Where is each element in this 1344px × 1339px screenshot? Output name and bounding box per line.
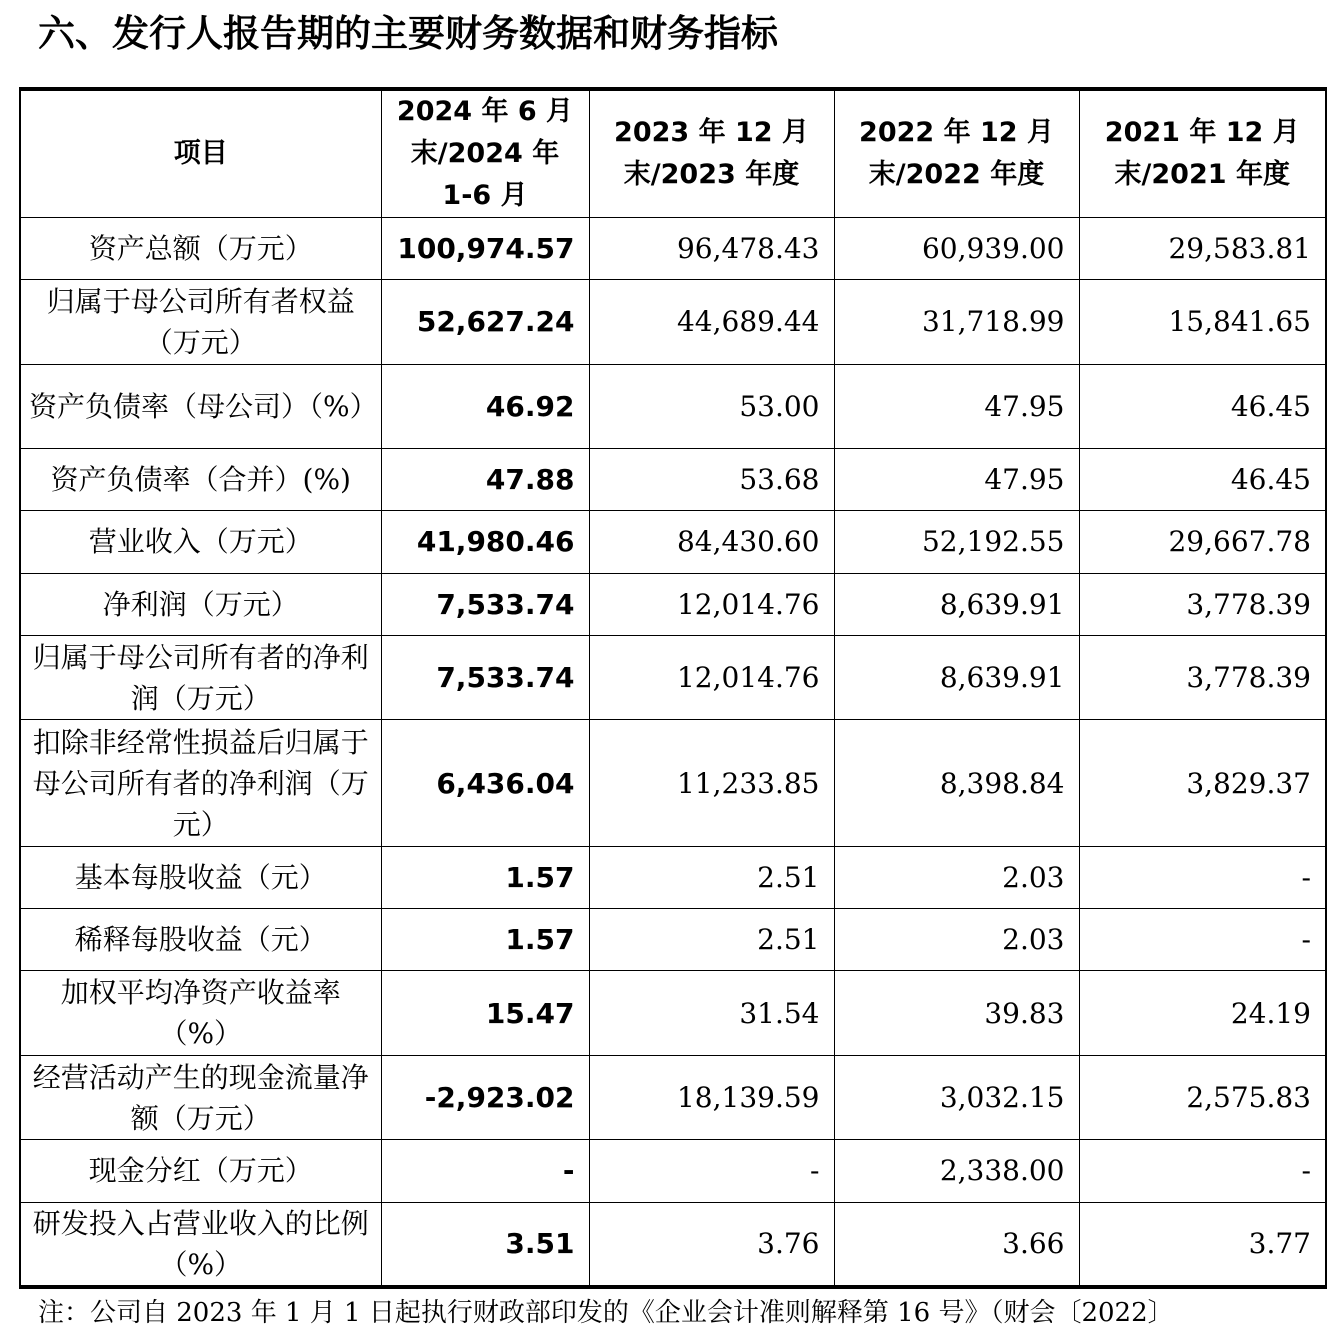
table-row xyxy=(20,573,1326,635)
value-cell: 46.45 xyxy=(1079,364,1326,448)
header-2022: 2022 年 12 月末/2022 年度 xyxy=(834,89,1079,218)
table-row xyxy=(20,280,1326,364)
value-cell: - xyxy=(589,1140,834,1202)
value-cell: 3.77 xyxy=(1079,1202,1326,1287)
value-cell: 2,338.00 xyxy=(834,1140,1079,1202)
table-header-row xyxy=(20,89,1326,218)
value-cell: 8,639.91 xyxy=(834,635,1079,719)
value-cell: 29,667.78 xyxy=(1079,511,1326,573)
value-cell: 2,575.83 xyxy=(1079,1055,1326,1139)
row-label: 现金分红（万元） xyxy=(20,1140,381,1202)
table-row xyxy=(20,971,1326,1055)
header-2021: 2021 年 12 月末/2021 年度 xyxy=(1079,89,1326,218)
value-cell: - xyxy=(1079,846,1326,908)
table-row xyxy=(20,1055,1326,1139)
value-cell: 2.03 xyxy=(834,846,1079,908)
table-row xyxy=(20,846,1326,908)
row-label: 归属于母公司所有者权益（万元） xyxy=(20,280,381,364)
value-cell: 1.57 xyxy=(381,846,589,908)
row-label: 基本每股收益（元） xyxy=(20,846,381,908)
financial-data-table xyxy=(19,87,1327,1289)
value-cell: 47.88 xyxy=(381,449,589,511)
value-cell: 6,436.04 xyxy=(381,720,589,847)
value-cell: - xyxy=(381,1140,589,1202)
value-cell: 15.47 xyxy=(381,971,589,1055)
row-label: 经营活动产生的现金流量净额（万元） xyxy=(20,1055,381,1139)
value-cell: 100,974.57 xyxy=(381,218,589,280)
value-cell: 15,841.65 xyxy=(1079,280,1326,364)
row-label: 资产负债率（母公司）（%） xyxy=(20,364,381,448)
row-label: 研发投入占营业收入的比例（%） xyxy=(20,1202,381,1287)
value-cell: 2.51 xyxy=(589,846,834,908)
value-cell: 31.54 xyxy=(589,971,834,1055)
row-label: 净利润（万元） xyxy=(20,573,381,635)
value-cell: 3.76 xyxy=(589,1202,834,1287)
row-label: 营业收入（万元） xyxy=(20,511,381,573)
value-cell: 46.92 xyxy=(381,364,589,448)
value-cell: - xyxy=(1079,1140,1326,1202)
value-cell: -2,923.02 xyxy=(381,1055,589,1139)
footnote: 注：公司自 2023 年 1 月 1 日起执行财政部印发的《企业会计准则解释第 16 号》（财会〔2022〕 xyxy=(38,1298,1174,1328)
value-cell: 3.51 xyxy=(381,1202,589,1287)
value-cell: 2.51 xyxy=(589,909,834,971)
table-row xyxy=(20,218,1326,280)
value-cell: 53.00 xyxy=(589,364,834,448)
table-row xyxy=(20,511,1326,573)
value-cell: 41,980.46 xyxy=(381,511,589,573)
row-label: 扣除非经常性损益后归属于母公司所有者的净利润（万元） xyxy=(20,720,381,847)
section-title: 六、发行人报告期的主要财务数据和财务指标 xyxy=(38,12,778,55)
value-cell: 3,829.37 xyxy=(1079,720,1326,847)
value-cell: 3,778.39 xyxy=(1079,635,1326,719)
value-cell: 18,139.59 xyxy=(589,1055,834,1139)
row-label: 稀释每股收益（元） xyxy=(20,909,381,971)
value-cell: 2.03 xyxy=(834,909,1079,971)
header-2023: 2023 年 12 月末/2023 年度 xyxy=(589,89,834,218)
value-cell: 11,233.85 xyxy=(589,720,834,847)
value-cell: 24.19 xyxy=(1079,971,1326,1055)
header-item: 项目 xyxy=(20,89,381,218)
header-2024h1: 2024 年 6 月末/2024 年 1-6 月 xyxy=(381,89,589,218)
value-cell: 3,778.39 xyxy=(1079,573,1326,635)
value-cell: 1.57 xyxy=(381,909,589,971)
table-row xyxy=(20,1140,1326,1202)
table-row xyxy=(20,635,1326,719)
value-cell: 60,939.00 xyxy=(834,218,1079,280)
value-cell: 8,639.91 xyxy=(834,573,1079,635)
value-cell: 53.68 xyxy=(589,449,834,511)
table-row xyxy=(20,909,1326,971)
value-cell: 96,478.43 xyxy=(589,218,834,280)
value-cell: 3.66 xyxy=(834,1202,1079,1287)
table-row xyxy=(20,720,1326,847)
value-cell: 7,533.74 xyxy=(381,573,589,635)
value-cell: 84,430.60 xyxy=(589,511,834,573)
table-row xyxy=(20,1202,1326,1287)
value-cell: 29,583.81 xyxy=(1079,218,1326,280)
value-cell: 46.45 xyxy=(1079,449,1326,511)
value-cell: 52,627.24 xyxy=(381,280,589,364)
value-cell: 47.95 xyxy=(834,364,1079,448)
value-cell: 12,014.76 xyxy=(589,635,834,719)
row-label: 资产总额（万元） xyxy=(20,218,381,280)
table-row xyxy=(20,364,1326,448)
value-cell: 39.83 xyxy=(834,971,1079,1055)
row-label: 资产负债率（合并）(%) xyxy=(20,449,381,511)
value-cell: 7,533.74 xyxy=(381,635,589,719)
value-cell: 12,014.76 xyxy=(589,573,834,635)
value-cell: 44,689.44 xyxy=(589,280,834,364)
value-cell: 8,398.84 xyxy=(834,720,1079,847)
table-row xyxy=(20,449,1326,511)
value-cell: 47.95 xyxy=(834,449,1079,511)
value-cell: 3,032.15 xyxy=(834,1055,1079,1139)
value-cell: 52,192.55 xyxy=(834,511,1079,573)
row-label: 归属于母公司所有者的净利润（万元） xyxy=(20,635,381,719)
value-cell: 31,718.99 xyxy=(834,280,1079,364)
value-cell: - xyxy=(1079,909,1326,971)
row-label: 加权平均净资产收益率（%） xyxy=(20,971,381,1055)
